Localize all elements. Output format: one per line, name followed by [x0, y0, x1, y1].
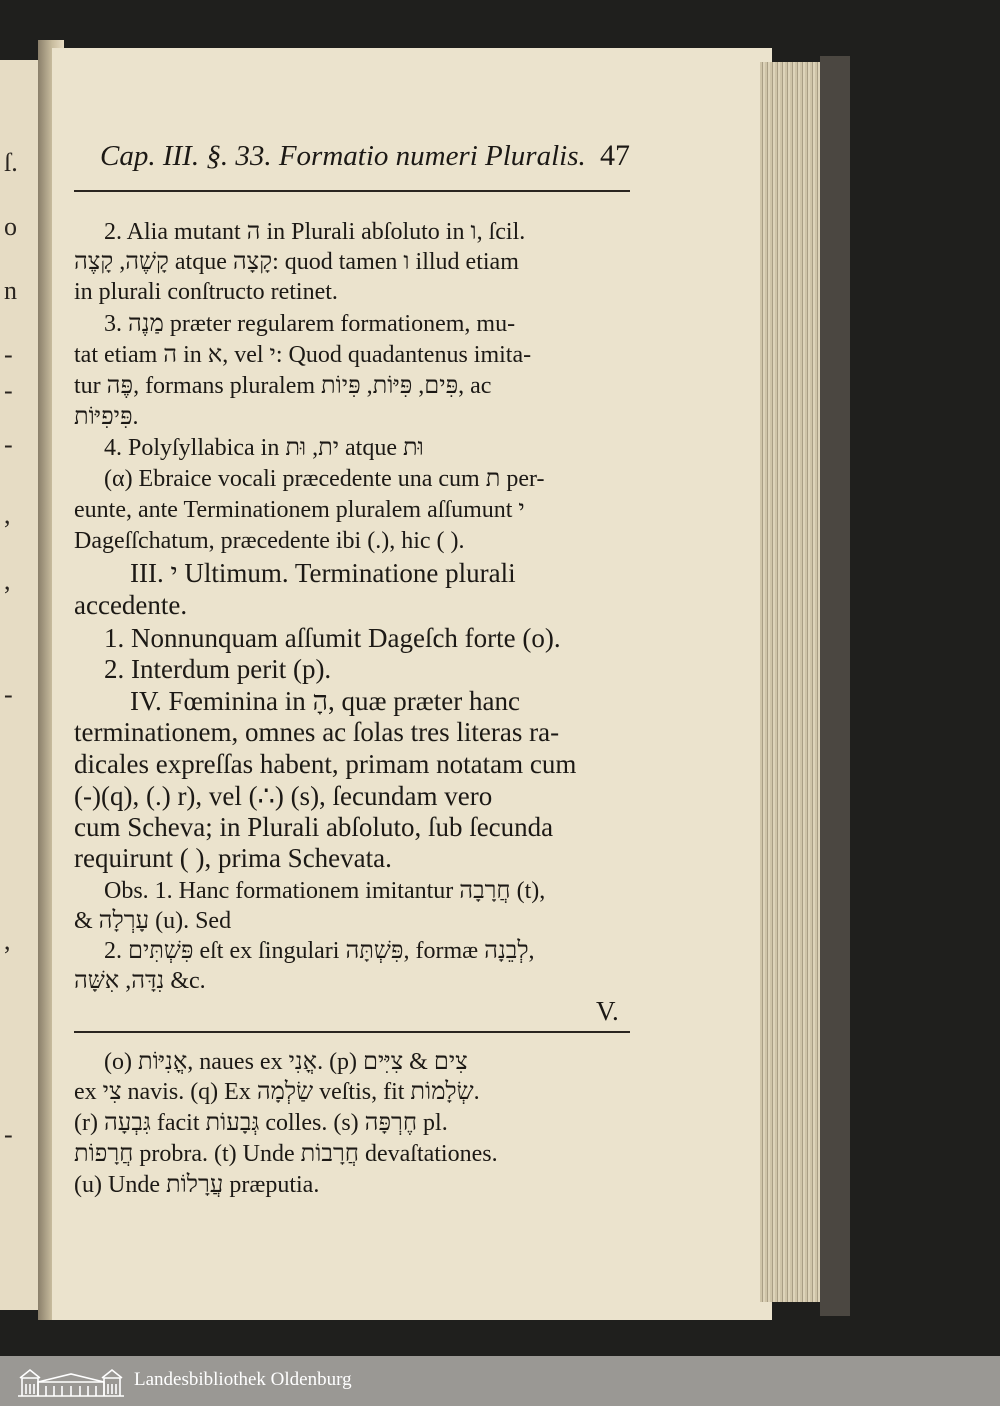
left-page-fragment: o — [4, 212, 17, 241]
footnote-line: ex צִי navis. (q) Ex שַׂלְמָה veſtis, fit שְׂלָמוֹת. — [74, 1079, 480, 1105]
body-line: eunte, ante Terminationem pluralem aſſumunt י — [74, 497, 525, 523]
running-head: Cap. III. §. 33. Formatio numeri Pluralis. — [100, 140, 586, 172]
body-line: tur פֶּה, formans pluralem פִּים, פִּיּוֹת, פִּיוֹת, ac — [74, 373, 492, 399]
body-line: Dageſſchatum, præcedente ibi (.), hic ( ). — [74, 528, 465, 554]
left-page-fragment: - — [4, 680, 13, 709]
body-line: accedente. — [74, 590, 188, 620]
footnote-rule — [74, 1031, 630, 1033]
body-line: 1. Nonnunquam aſſumit Dageſch forte (o). — [104, 623, 561, 653]
footnote-line: חֲרָפוֹת probra. (t) Unde חֲרָבוֹת devaſtationes. — [74, 1141, 498, 1167]
body-line: requirunt ( ), prima Schevata. — [74, 843, 392, 873]
page-edges — [760, 62, 824, 1302]
body-line: tat etiam ה in א, vel י: Quod quadantenus imita- — [74, 342, 532, 368]
left-page-fragment: - — [4, 340, 13, 369]
body-line: cum Scheva; in Plurali abſoluto, ſub ſecunda — [74, 812, 554, 842]
body-line: dicales expreſſas habent, primam notatam cum — [74, 749, 577, 779]
left-page-fragment: - — [4, 430, 13, 459]
body-line: 4. Polyſyllabica in ית, וּת atque וּת — [104, 435, 424, 461]
left-page-fragment: ſ. — [4, 148, 18, 177]
footnote-line: (u) Unde עֲרָלוֹת præputia. — [74, 1172, 320, 1198]
body-line: Obs. 1. Hanc formationem imitantur חֲרָבָה (t), — [104, 878, 546, 904]
left-page-fragment: - — [4, 1120, 13, 1149]
body-line: קָשֶׁה, קָצֶה atque קָצָה: quod tamen ו illud etiam — [74, 249, 519, 275]
body-line: IV. Fœminina in הָ, quæ præter hanc — [130, 686, 520, 716]
footnote-line: (r) גִּבְעָה facit גְּבָעוֹת colles. (s) חֶרְפָּה pl. — [74, 1110, 448, 1136]
body-line: 2. פִּשְׁתִּים eſt ex ſingulari פִּשְׁתָּה, formæ לְבֵנָה, — [104, 938, 535, 964]
body-line: (α) Ebraice vocali præcedente una cum ת per- — [104, 466, 545, 492]
header-rule — [74, 190, 630, 192]
body-line: (-)(q), (.) r), vel (∴) (s), ſecundam vero — [74, 781, 493, 811]
body-line: terminationem, omnes ac ſolas tres literas ra- — [74, 717, 560, 747]
left-page-fragment: n — [4, 276, 17, 305]
library-name: Landesbibliothek Oldenburg — [134, 1369, 352, 1390]
left-page-fragment: , — [4, 566, 11, 595]
left-page-fragment: - — [4, 376, 13, 405]
book-cover — [820, 56, 850, 1316]
body-line: in plurali conſtructo retinet. — [74, 279, 338, 305]
left-page-fragment: , — [4, 926, 11, 955]
body-line: 2. Interdum perit (p). — [104, 654, 332, 684]
body-line: 2. Alia mutant ה in Plurali abſoluto in ו, ſcil. — [104, 219, 526, 245]
footnote-line: (o) אֳנִיּוֹת, naues ex אֳנִי. (p) צִים & צִיִּים — [104, 1049, 468, 1075]
body-line: 3. מַנֶה præter regularem formationem, mu- — [104, 311, 516, 337]
body-line: נִדָּה, אִשָּׁה &c. — [74, 968, 206, 994]
library-building-icon — [16, 1364, 126, 1398]
body-line: פִּיפִיּוֹת. — [74, 404, 139, 430]
body-line: & עָרְלָה (u). Sed — [74, 908, 232, 934]
page-number: 47 — [600, 139, 630, 172]
body-line: III. י Ultimum. Terminatione plurali — [130, 558, 516, 588]
left-page-fragment: , — [4, 500, 11, 529]
catchword: V. — [596, 996, 619, 1026]
